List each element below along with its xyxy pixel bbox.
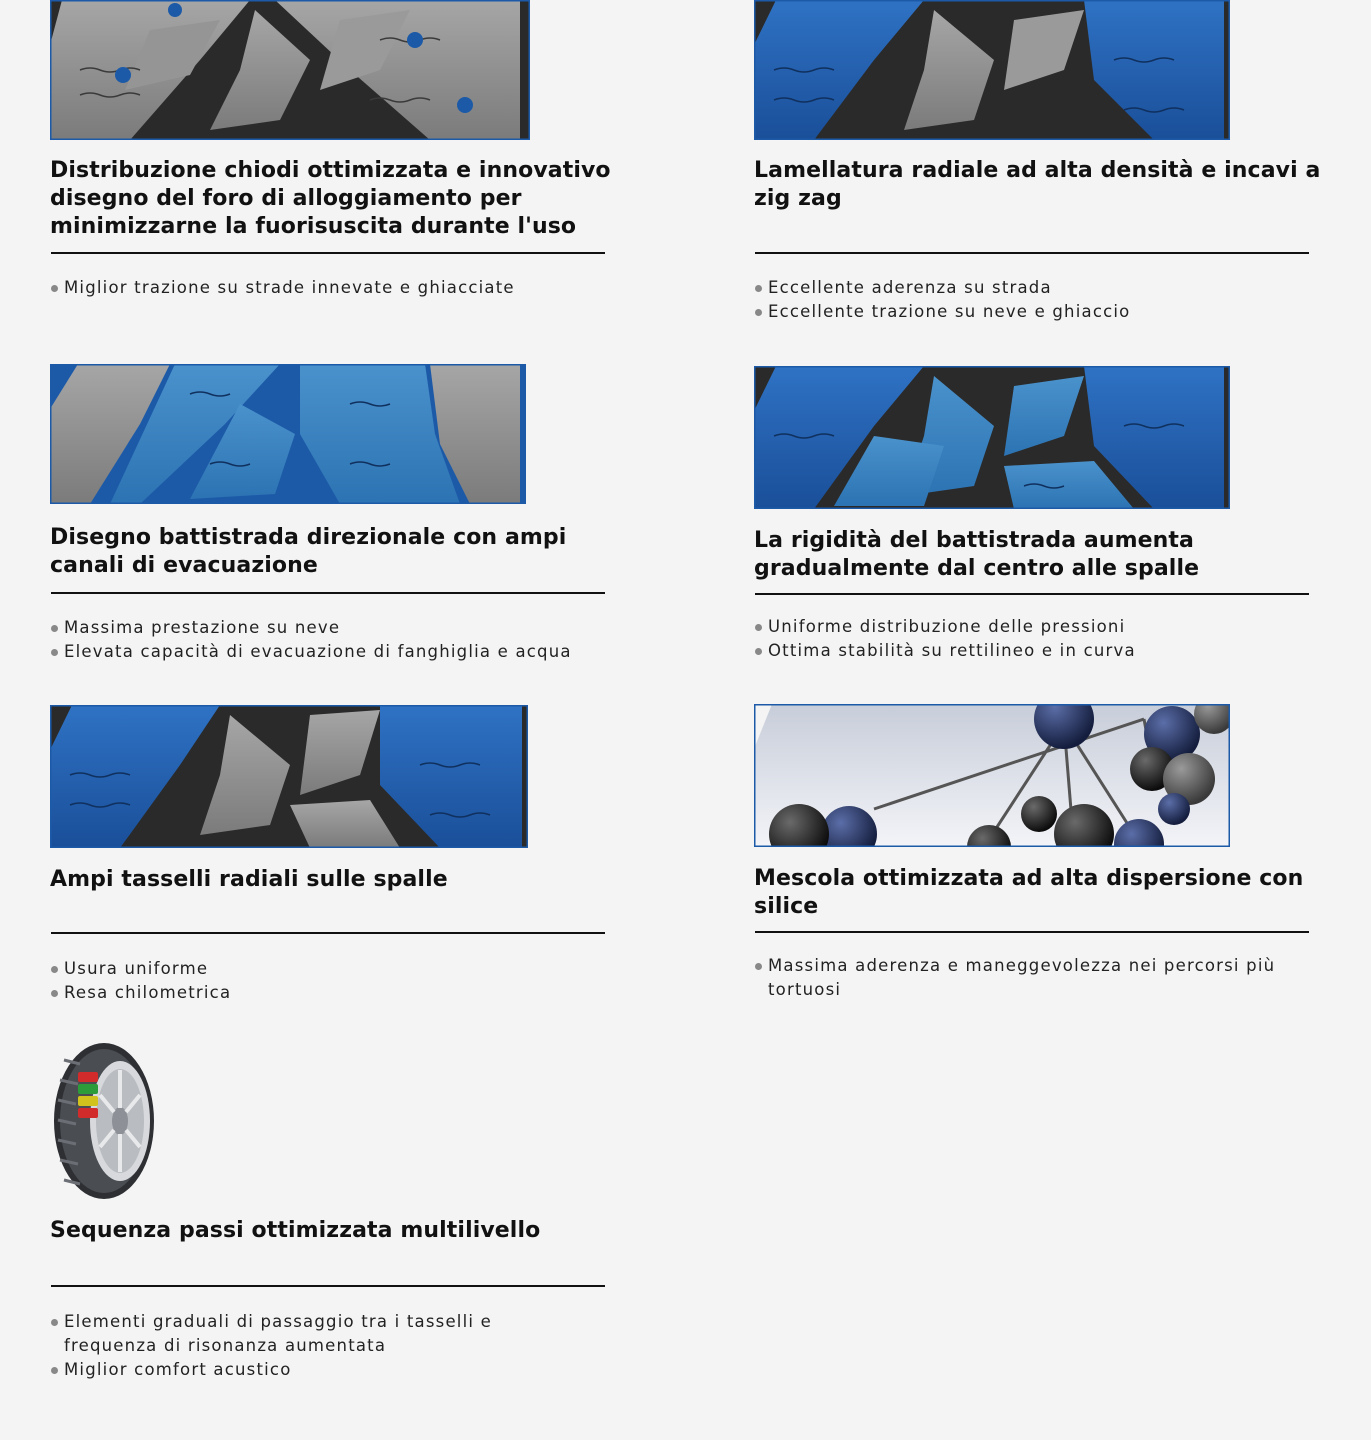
feature-card: [754, 704, 1324, 999]
feature-card: [50, 1040, 620, 1379]
bullet-item: Uniforme distribuzione delle pressioni: [754, 615, 1314, 639]
divider: [51, 592, 605, 594]
feature-title: La rigidità del battistrada aumenta gradualmente dal centro alle spalle: [754, 528, 1200, 581]
feature-title: Ampi tasselli radiali sulle spalle: [50, 867, 448, 892]
bullet-item: Resa chilometrica: [50, 981, 610, 1005]
feature-title: Disegno battistrada direzionale con ampi canali di evacuazione: [50, 525, 567, 578]
divider: [755, 252, 1309, 254]
divider: [755, 593, 1309, 595]
divider: [755, 931, 1309, 933]
tread-channels-image: [50, 364, 526, 504]
feature-card: [50, 0, 620, 297]
divider: [51, 1285, 605, 1287]
tire-image: [50, 1040, 158, 1202]
feature-bullets: [754, 954, 1314, 1002]
tread-shoulder-image: [50, 705, 528, 848]
feature-card: [754, 366, 1324, 660]
bullet-item: Ottima stabilità su rettilineo e in curva: [754, 639, 1314, 663]
bullet-item: Elementi graduali di passaggio tra i tasselli e frequenza di risonanza aumentata: [50, 1310, 584, 1358]
bullet-item: Eccellente aderenza su strada: [754, 276, 1314, 300]
feature-bullets: [50, 1310, 610, 1382]
feature-card: [50, 364, 620, 661]
tread-rigidity-image: [754, 366, 1230, 509]
feature-title: Mescola ottimizzata ad alta dispersione con silice: [754, 866, 1304, 919]
feature-title: Lamellatura radiale ad alta densità e incavi a zig zag: [754, 158, 1321, 211]
feature-title: Sequenza passi ottimizzata multilivello: [50, 1218, 541, 1243]
feature-title: Distribuzione chiodi ottimizzata e innovativo disegno del foro di alloggiamento per minimizzarne la fuorisuscita durante l'uso: [50, 158, 611, 239]
bullet-item: Miglior trazione su strade innevate e ghiacciate: [50, 276, 610, 300]
bullet-item: Usura uniforme: [50, 957, 610, 981]
tread-studs-image: [50, 0, 530, 140]
feature-bullets: [754, 615, 1314, 663]
divider: [51, 252, 605, 254]
feature-card: [754, 0, 1324, 321]
feature-bullets: [50, 276, 610, 300]
bullet-item: Eccellente trazione su neve e ghiaccio: [754, 300, 1314, 324]
feature-bullets: [50, 616, 610, 664]
feature-bullets: [754, 276, 1314, 324]
divider: [51, 932, 605, 934]
feature-bullets: [50, 957, 610, 1005]
feature-card: [50, 705, 620, 1002]
bullet-item: Massima prestazione su neve: [50, 616, 610, 640]
bullet-item: Elevata capacità di evacuazione di fanghiglia e acqua: [50, 640, 610, 664]
tread-sipes-image: [754, 0, 1230, 140]
bullet-item: Massima aderenza e maneggevolezza nei percorsi più tortuosi: [754, 954, 1314, 1002]
silica-molecule-image: [754, 704, 1230, 847]
bullet-item: Miglior comfort acustico: [50, 1358, 610, 1382]
